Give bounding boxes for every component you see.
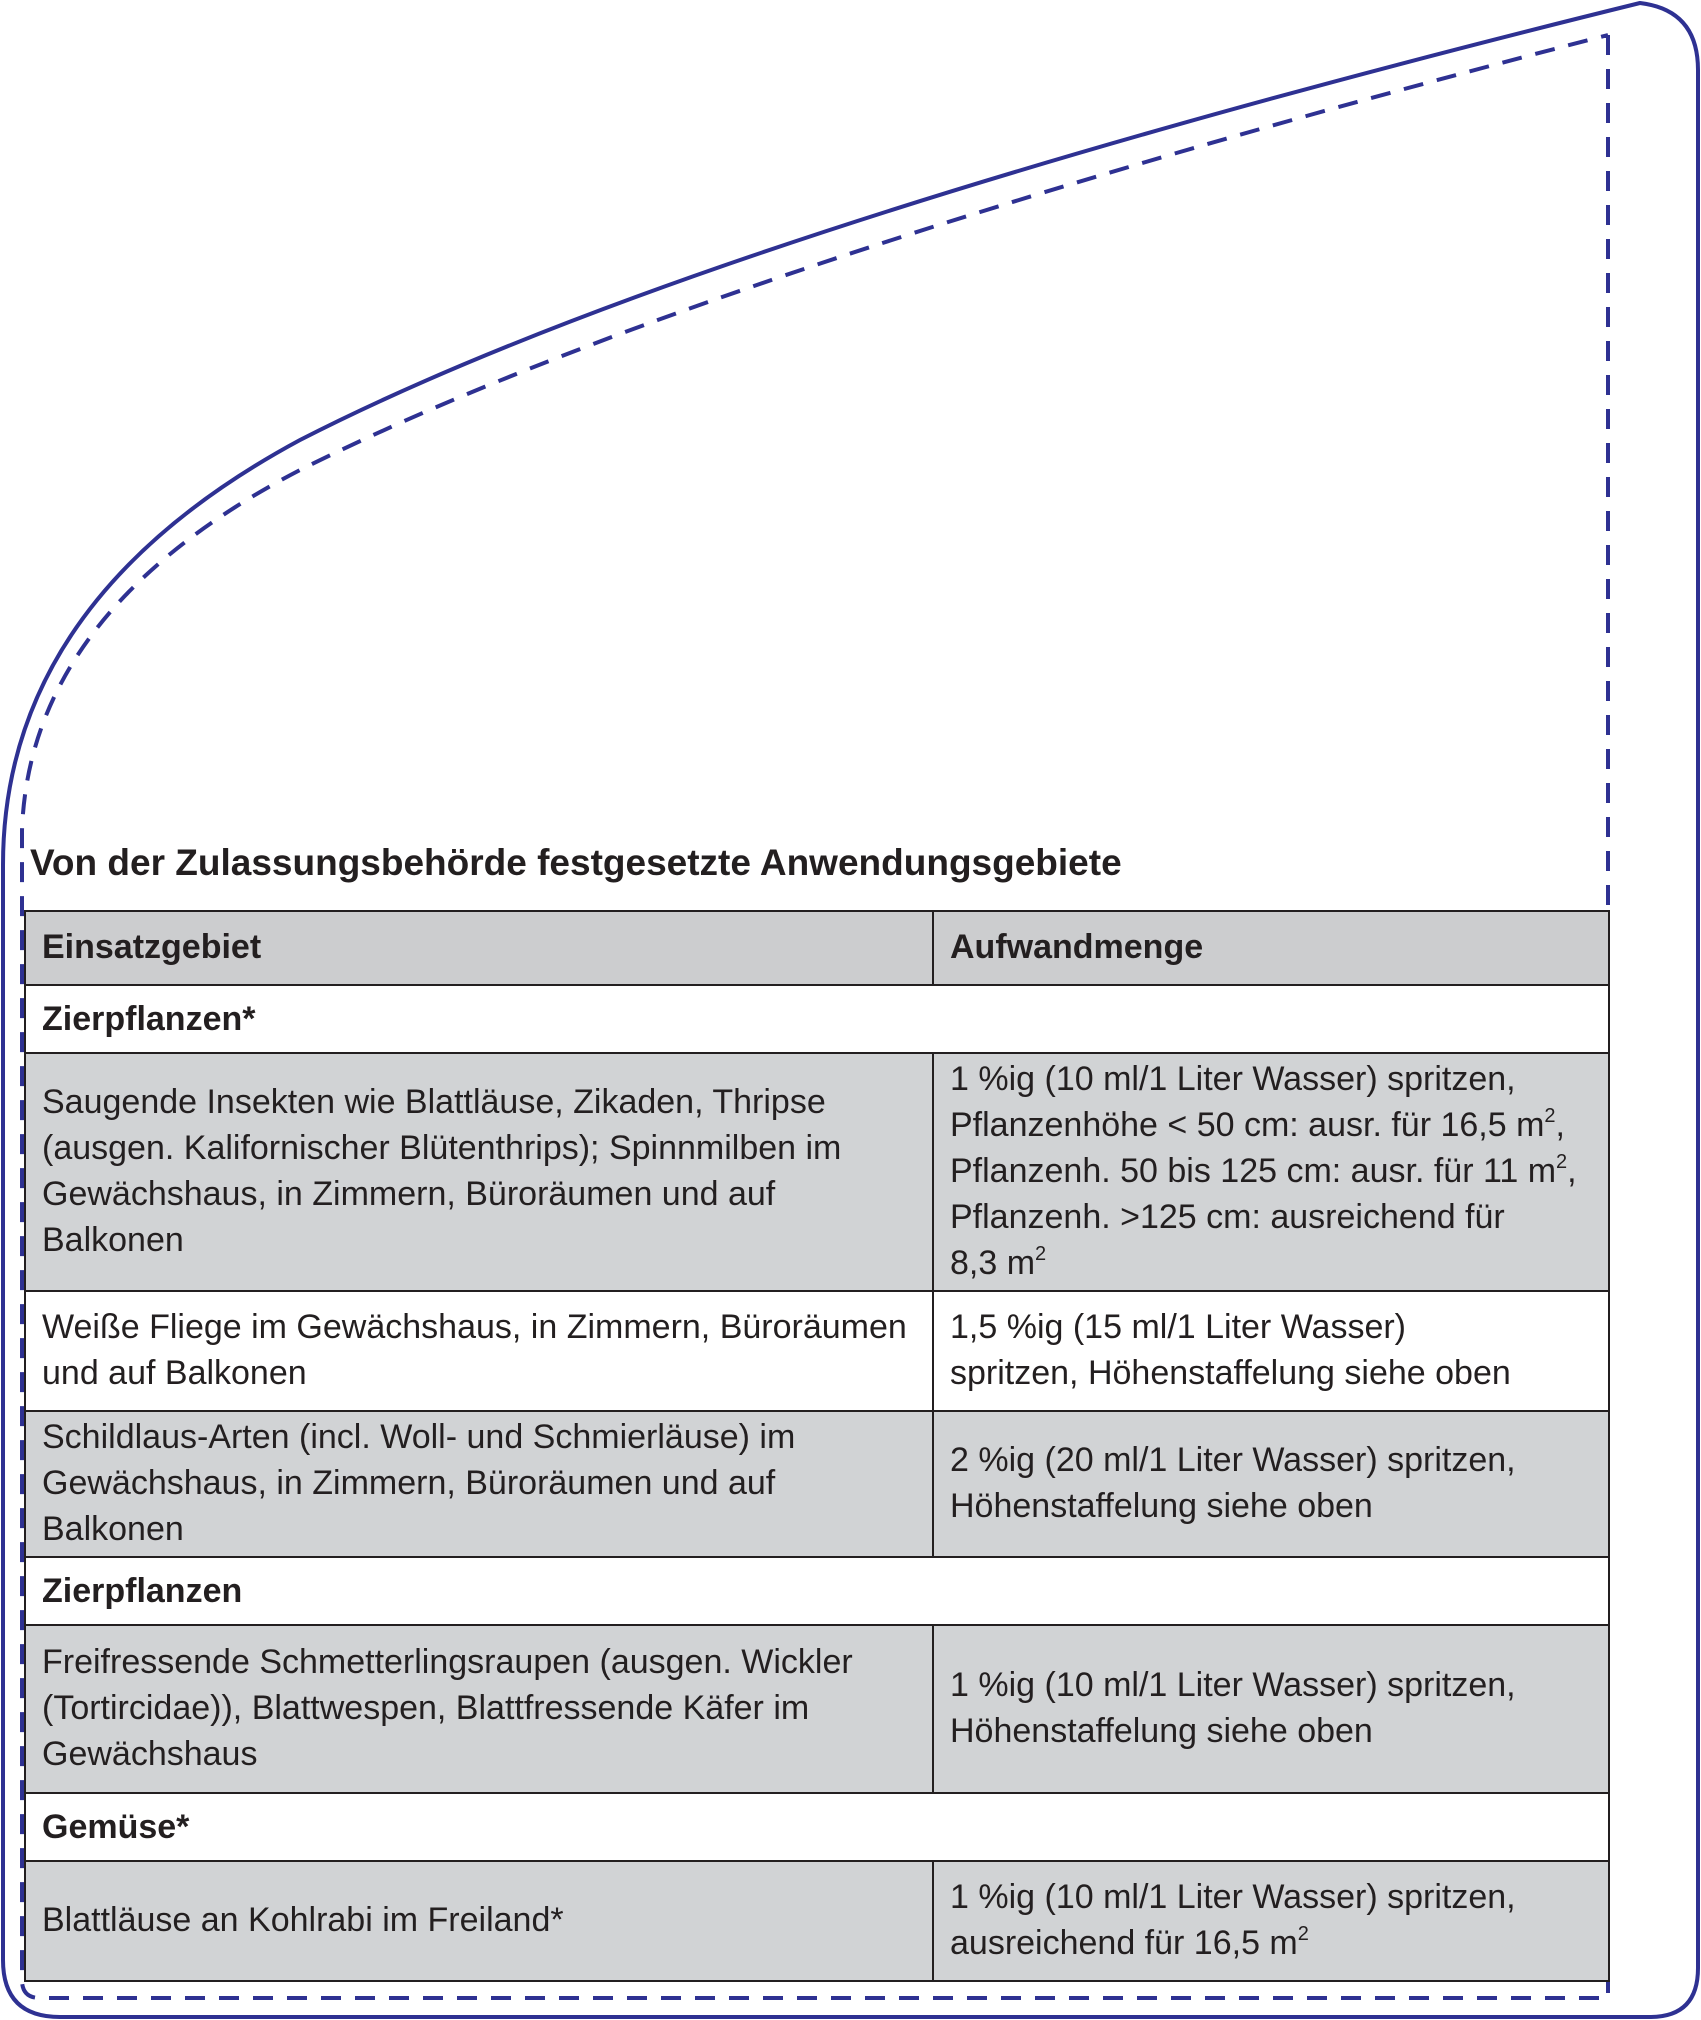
table-row <box>25 1291 1609 1411</box>
rate-cell: 2 %ig (20 ml/1 Liter Wasser) spritzen, Höhenstaffelung siehe oben <box>933 1411 1609 1557</box>
area-cell: Saugende Insekten wie Blattläuse, Zikaden, Thripse (ausgen. Kalifornischer Blütenthrips); Spinnmilben im Gewächshaus, in Zimmern, Büroräumen und auf Balkonen <box>25 1053 933 1291</box>
section-title: Gemüse* <box>25 1793 1609 1861</box>
section-row <box>25 1793 1609 1861</box>
rate-cell: 1 %ig (10 ml/1 Liter Wasser) spritzen, Höhenstaffelung siehe oben <box>933 1625 1609 1793</box>
area-cell: Schildlaus-Arten (incl. Woll- und Schmierläuse) im Gewächshaus, in Zimmern, Büroräumen und auf Balkonen <box>25 1411 933 1557</box>
section-heading: Von der Zulassungsbehörde festgesetzte Anwendungsgebiete <box>30 842 1122 883</box>
rate-cell: 1,5 %ig (15 ml/1 Liter Wasser) spritzen, Höhenstaffelung siehe oben <box>933 1291 1609 1411</box>
table-row <box>25 1625 1609 1793</box>
rate-cell: 1 %ig (10 ml/1 Liter Wasser) spritzen, Pflanzenhöhe < 50 cm: ausr. für 16,5 $m^2$, Pflanzenh. 50 bis 125 cm: ausr. für 11 $m^2$, Pflanzenh. >125 cm: ausreichend für 8,3 $m^2$ <box>933 1053 1609 1291</box>
column-header-aufwandmenge: Aufwandmenge <box>933 911 1609 985</box>
column-header-einsatzgebiet: Einsatzgebiet <box>25 911 933 985</box>
table-row <box>25 1861 1609 1981</box>
section-row <box>25 985 1609 1053</box>
table-row <box>25 1411 1609 1557</box>
section-title: Zierpflanzen* <box>25 985 1609 1053</box>
application-table <box>24 910 1610 1982</box>
area-cell: Freifressende Schmetterlingsraupen (ausgen. Wickler (Tortircidae)), Blattwespen, Blattfressende Käfer im Gewächshaus <box>25 1625 933 1793</box>
table-header-row <box>25 911 1609 985</box>
section-row <box>25 1557 1609 1625</box>
area-cell: Blattläuse an Kohlrabi im Freiland* <box>25 1861 933 1981</box>
rate-cell: 1 %ig (10 ml/1 Liter Wasser) spritzen, ausreichend für 16,5 $m^2$ <box>933 1861 1609 1981</box>
table-row <box>25 1053 1609 1291</box>
area-cell: Weiße Fliege im Gewächshaus, in Zimmern, Büroräumen und auf Balkonen <box>25 1291 933 1411</box>
section-title: Zierpflanzen <box>25 1557 1609 1625</box>
